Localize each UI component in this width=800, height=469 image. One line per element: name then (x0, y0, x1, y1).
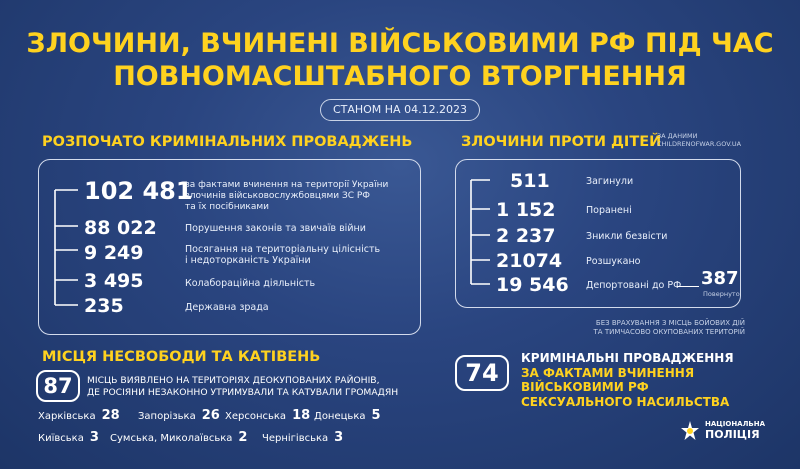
criminal-row-label: Колабораційна діяльність (185, 278, 316, 289)
criminal-total-value: 102 481 (84, 177, 193, 205)
children-row-value: 2 237 (496, 225, 556, 247)
returned-dash (677, 286, 699, 287)
criminal-row-value: 235 (84, 295, 124, 317)
detention-heading: МІСЦЯ НЕСВОБОДИ ТА КАТІВЕНЬ (42, 349, 321, 365)
children-row-label: Розшукано (586, 256, 641, 267)
criminal-row-value: 9 249 (84, 242, 144, 264)
date-pill: СТАНОМ НА 04.12.2023 (320, 99, 480, 121)
children-row-value: 1 152 (496, 199, 556, 221)
region-item: Сумська, Миколаївська 2 (110, 430, 248, 445)
children-footnote: БЕЗ ВРАХУВАННЯ З МІСЦЬ БОЙОВИХ ДІЙ ТА ТИМЧАСОВО ОКУПОВАНИХ ТЕРИТОРІЙ (593, 319, 745, 336)
criminal-row-value: 88 022 (84, 217, 157, 239)
criminal-tree-lines (52, 178, 82, 318)
children-row-value: 511 (510, 170, 550, 192)
criminal-row-label: Порушення законів та звичаїв війни (185, 223, 366, 234)
detention-text: МІСЦЬ ВИЯВЛЕНО НА ТЕРИТОРІЯХ ДЕОКУПОВАНИХ РАЙОНІВ, ДЕ РОСІЯНИ НЕЗАКОННО УТРИМУВАЛИ ТА КАТУВАЛИ ГРОМАДЯН (87, 375, 399, 398)
title-line-1: ЗЛОЧИНИ, ВЧИНЕНІ ВІЙСЬКОВИМИ РФ ПІД ЧАС (26, 28, 774, 59)
criminal-row-value: 3 495 (84, 270, 144, 292)
children-row-value: 21074 (496, 250, 563, 272)
region-item: Херсонська 18 (225, 408, 311, 423)
police-logo-text: НАЦІОНАЛЬНА ПОЛІЦІЯ (705, 420, 766, 441)
title-line-2: ПОВНОМАСШТАБНОГО ВТОРГНЕННЯ (113, 61, 687, 92)
criminal-row-label: Державна зрада (185, 302, 269, 313)
sexual-count-badge: 74 (455, 355, 509, 391)
children-row-label: Поранені (586, 205, 632, 216)
criminal-total-label: за фактами вчинення на території України злочинів військовослужбовцями ЗС РФ та їх посібниками (185, 180, 389, 212)
region-item: Київська 3 (38, 430, 99, 445)
region-item: Чернігівська 3 (262, 430, 344, 445)
children-source: ЗА ДАНИМИ CHILDRENOFWAR.GOV.UA (657, 132, 742, 148)
sexual-text: КРИМІНАЛЬНІ ПРОВАДЖЕННЯ ЗА ФАКТАМИ ВЧИНЕННЯ ВІЙСЬКОВИМИ РФ СЕКСУАЛЬНОГО НАСИЛЬСТВА (521, 351, 734, 409)
police-star-icon (679, 420, 701, 442)
children-row-value: 19 546 (496, 274, 569, 296)
criminal-row-label: Посягання на територіальну цілісність і недоторканість України (185, 244, 381, 266)
returned-label: Повернуто (703, 290, 740, 298)
criminal-heading: РОЗПОЧАТО КРИМІНАЛЬНИХ ПРОВАДЖЕНЬ (42, 134, 413, 150)
children-row-label: Депортовані до РФ (586, 280, 682, 291)
children-tree-lines (468, 172, 498, 294)
children-heading: ЗЛОЧИНИ ПРОТИ ДІТЕЙ (461, 134, 662, 150)
detention-count-badge: 87 (36, 370, 80, 402)
children-row-label: Зникли безвісти (586, 231, 668, 242)
region-item: Харківська 28 (38, 408, 120, 423)
returned-value: 387 (701, 268, 739, 289)
region-item: Донецька 5 (314, 408, 381, 423)
region-item: Запорізька 26 (138, 408, 220, 423)
children-row-label: Загинули (586, 176, 634, 187)
